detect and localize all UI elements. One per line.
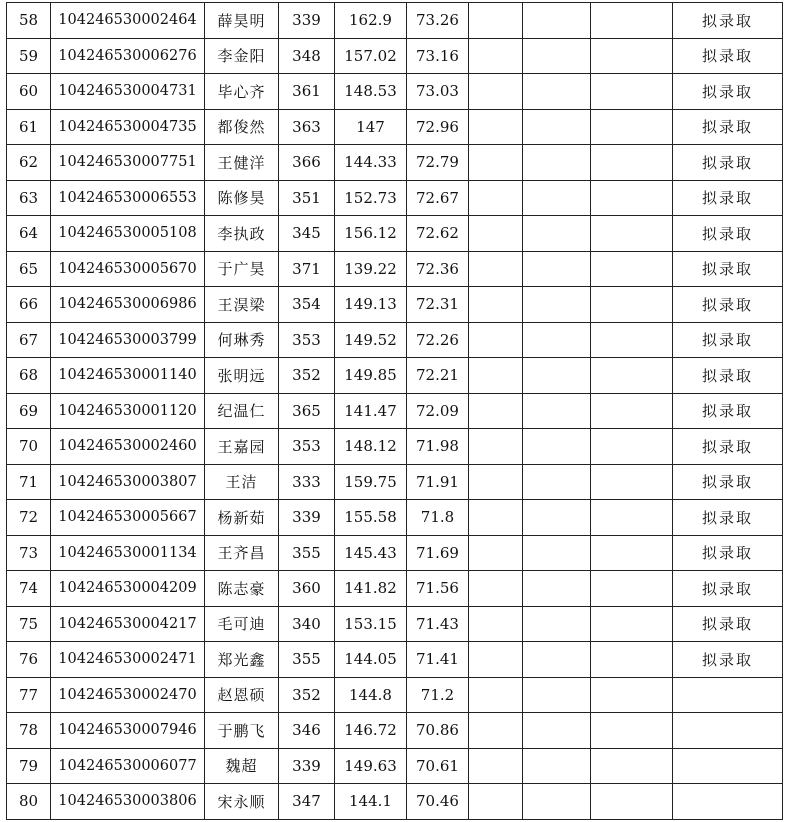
- empty-cell: [469, 642, 523, 678]
- row-number: 74: [7, 571, 51, 607]
- empty-cell: [469, 287, 523, 323]
- empty-cell: [591, 748, 673, 784]
- empty-cell: [591, 216, 673, 252]
- table-row: [7, 109, 783, 145]
- total-score: 72.26: [407, 322, 469, 358]
- empty-cell: [591, 606, 673, 642]
- exam-id: 104246530001140: [51, 358, 205, 394]
- admission-results-table: [6, 2, 783, 820]
- empty-cell: [523, 535, 591, 571]
- admission-status: 拟录取: [673, 3, 783, 39]
- initial-score: 339: [279, 748, 335, 784]
- initial-score: 345: [279, 216, 335, 252]
- retest-score: 149.13: [335, 287, 407, 323]
- empty-cell: [523, 642, 591, 678]
- exam-id: 104246530004735: [51, 109, 205, 145]
- total-score: 73.03: [407, 74, 469, 110]
- exam-id: 104246530002470: [51, 677, 205, 713]
- empty-cell: [591, 3, 673, 39]
- total-score: 71.98: [407, 429, 469, 465]
- empty-cell: [591, 464, 673, 500]
- retest-score: 162.9: [335, 3, 407, 39]
- table-row: [7, 571, 783, 607]
- admission-status: 拟录取: [673, 500, 783, 536]
- empty-cell: [591, 74, 673, 110]
- candidate-name: 宋永顺: [205, 784, 279, 820]
- admission-status: 拟录取: [673, 464, 783, 500]
- initial-score: 340: [279, 606, 335, 642]
- admission-status: 拟录取: [673, 38, 783, 74]
- admission-status: 拟录取: [673, 606, 783, 642]
- empty-cell: [469, 393, 523, 429]
- candidate-name: 薛昊明: [205, 3, 279, 39]
- table-row: [7, 251, 783, 287]
- candidate-name: 张明远: [205, 358, 279, 394]
- admission-status: [673, 677, 783, 713]
- initial-score: 352: [279, 358, 335, 394]
- table-body: [7, 3, 783, 820]
- exam-id: 104246530004731: [51, 74, 205, 110]
- table-row: [7, 784, 783, 820]
- candidate-name: 郑光鑫: [205, 642, 279, 678]
- retest-score: 152.73: [335, 180, 407, 216]
- retest-score: 147: [335, 109, 407, 145]
- exam-id: 104246530005667: [51, 500, 205, 536]
- retest-score: 153.15: [335, 606, 407, 642]
- row-number: 62: [7, 145, 51, 181]
- table-row: [7, 322, 783, 358]
- empty-cell: [591, 393, 673, 429]
- empty-cell: [523, 571, 591, 607]
- retest-score: 149.63: [335, 748, 407, 784]
- initial-score: 348: [279, 38, 335, 74]
- row-number: 60: [7, 74, 51, 110]
- total-score: 70.46: [407, 784, 469, 820]
- empty-cell: [523, 464, 591, 500]
- table-row: [7, 429, 783, 465]
- row-number: 75: [7, 606, 51, 642]
- empty-cell: [469, 358, 523, 394]
- empty-cell: [523, 393, 591, 429]
- total-score: 71.91: [407, 464, 469, 500]
- empty-cell: [591, 251, 673, 287]
- retest-score: 159.75: [335, 464, 407, 500]
- exam-id: 104246530002471: [51, 642, 205, 678]
- empty-cell: [469, 464, 523, 500]
- total-score: 72.09: [407, 393, 469, 429]
- empty-cell: [523, 784, 591, 820]
- initial-score: 355: [279, 642, 335, 678]
- admission-status: 拟录取: [673, 322, 783, 358]
- initial-score: 339: [279, 500, 335, 536]
- exam-id: 104246530006276: [51, 38, 205, 74]
- empty-cell: [591, 500, 673, 536]
- empty-cell: [523, 145, 591, 181]
- row-number: 63: [7, 180, 51, 216]
- total-score: 72.62: [407, 216, 469, 252]
- admission-status: [673, 713, 783, 749]
- total-score: 72.31: [407, 287, 469, 323]
- table-row: [7, 287, 783, 323]
- exam-id: 104246530003807: [51, 464, 205, 500]
- empty-cell: [591, 287, 673, 323]
- empty-cell: [591, 677, 673, 713]
- admission-status: 拟录取: [673, 642, 783, 678]
- candidate-name: 杨新茹: [205, 500, 279, 536]
- row-number: 69: [7, 393, 51, 429]
- table-row: [7, 535, 783, 571]
- table-row: [7, 677, 783, 713]
- row-number: 66: [7, 287, 51, 323]
- admission-status: 拟录取: [673, 145, 783, 181]
- row-number: 65: [7, 251, 51, 287]
- initial-score: 361: [279, 74, 335, 110]
- empty-cell: [469, 784, 523, 820]
- candidate-name: 王洁: [205, 464, 279, 500]
- row-number: 70: [7, 429, 51, 465]
- empty-cell: [591, 642, 673, 678]
- empty-cell: [591, 358, 673, 394]
- admission-status: 拟录取: [673, 109, 783, 145]
- empty-cell: [469, 535, 523, 571]
- row-number: 73: [7, 535, 51, 571]
- initial-score: 347: [279, 784, 335, 820]
- initial-score: 353: [279, 429, 335, 465]
- total-score: 72.79: [407, 145, 469, 181]
- empty-cell: [591, 535, 673, 571]
- empty-cell: [591, 713, 673, 749]
- initial-score: 333: [279, 464, 335, 500]
- retest-score: 145.43: [335, 535, 407, 571]
- retest-score: 144.33: [335, 145, 407, 181]
- empty-cell: [591, 571, 673, 607]
- empty-cell: [469, 38, 523, 74]
- initial-score: 371: [279, 251, 335, 287]
- candidate-name: 于广昊: [205, 251, 279, 287]
- empty-cell: [523, 3, 591, 39]
- empty-cell: [469, 109, 523, 145]
- empty-cell: [523, 748, 591, 784]
- row-number: 80: [7, 784, 51, 820]
- initial-score: 346: [279, 713, 335, 749]
- retest-score: 144.05: [335, 642, 407, 678]
- row-number: 72: [7, 500, 51, 536]
- empty-cell: [591, 145, 673, 181]
- row-number: 61: [7, 109, 51, 145]
- empty-cell: [469, 500, 523, 536]
- empty-cell: [469, 429, 523, 465]
- empty-cell: [523, 109, 591, 145]
- table-row: [7, 642, 783, 678]
- table-row: [7, 393, 783, 429]
- row-number: 64: [7, 216, 51, 252]
- exam-id: 104246530001134: [51, 535, 205, 571]
- initial-score: 352: [279, 677, 335, 713]
- empty-cell: [469, 3, 523, 39]
- retest-score: 141.82: [335, 571, 407, 607]
- total-score: 71.8: [407, 500, 469, 536]
- empty-cell: [523, 358, 591, 394]
- row-number: 67: [7, 322, 51, 358]
- retest-score: 149.52: [335, 322, 407, 358]
- empty-cell: [523, 251, 591, 287]
- total-score: 73.26: [407, 3, 469, 39]
- exam-id: 104246530006077: [51, 748, 205, 784]
- admission-status: [673, 748, 783, 784]
- exam-id: 104246530003799: [51, 322, 205, 358]
- candidate-name: 赵恩硕: [205, 677, 279, 713]
- retest-score: 148.53: [335, 74, 407, 110]
- table-row: [7, 500, 783, 536]
- table-row: [7, 713, 783, 749]
- retest-score: 149.85: [335, 358, 407, 394]
- exam-id: 104246530003806: [51, 784, 205, 820]
- empty-cell: [469, 251, 523, 287]
- exam-id: 104246530006986: [51, 287, 205, 323]
- table-row: [7, 74, 783, 110]
- table-row: [7, 180, 783, 216]
- empty-cell: [523, 677, 591, 713]
- initial-score: 355: [279, 535, 335, 571]
- table-row: [7, 748, 783, 784]
- initial-score: 365: [279, 393, 335, 429]
- total-score: 72.96: [407, 109, 469, 145]
- empty-cell: [523, 74, 591, 110]
- empty-cell: [523, 38, 591, 74]
- row-number: 71: [7, 464, 51, 500]
- admission-status: 拟录取: [673, 535, 783, 571]
- initial-score: 363: [279, 109, 335, 145]
- row-number: 58: [7, 3, 51, 39]
- candidate-name: 李执政: [205, 216, 279, 252]
- retest-score: 148.12: [335, 429, 407, 465]
- empty-cell: [591, 429, 673, 465]
- candidate-name: 王嘉园: [205, 429, 279, 465]
- admission-status: 拟录取: [673, 216, 783, 252]
- candidate-name: 魏超: [205, 748, 279, 784]
- empty-cell: [523, 713, 591, 749]
- admission-status: 拟录取: [673, 393, 783, 429]
- exam-id: 104246530005108: [51, 216, 205, 252]
- table-row: [7, 358, 783, 394]
- row-number: 59: [7, 38, 51, 74]
- retest-score: 144.8: [335, 677, 407, 713]
- retest-score: 144.1: [335, 784, 407, 820]
- candidate-name: 何琳秀: [205, 322, 279, 358]
- exam-id: 104246530007946: [51, 713, 205, 749]
- empty-cell: [469, 677, 523, 713]
- exam-id: 104246530002464: [51, 3, 205, 39]
- empty-cell: [469, 748, 523, 784]
- empty-cell: [469, 74, 523, 110]
- exam-id: 104246530001120: [51, 393, 205, 429]
- table-row: [7, 38, 783, 74]
- admission-status: 拟录取: [673, 429, 783, 465]
- empty-cell: [523, 287, 591, 323]
- candidate-name: 陈志豪: [205, 571, 279, 607]
- admission-status: 拟录取: [673, 571, 783, 607]
- admission-status: 拟录取: [673, 74, 783, 110]
- empty-cell: [591, 109, 673, 145]
- total-score: 70.61: [407, 748, 469, 784]
- row-number: 76: [7, 642, 51, 678]
- table-row: [7, 3, 783, 39]
- row-number: 68: [7, 358, 51, 394]
- admission-status: 拟录取: [673, 180, 783, 216]
- empty-cell: [469, 216, 523, 252]
- exam-id: 104246530004217: [51, 606, 205, 642]
- empty-cell: [469, 606, 523, 642]
- admission-status: 拟录取: [673, 251, 783, 287]
- total-score: 71.56: [407, 571, 469, 607]
- empty-cell: [523, 429, 591, 465]
- total-score: 72.21: [407, 358, 469, 394]
- empty-cell: [523, 216, 591, 252]
- exam-id: 104246530002460: [51, 429, 205, 465]
- candidate-name: 都俊然: [205, 109, 279, 145]
- retest-score: 146.72: [335, 713, 407, 749]
- retest-score: 156.12: [335, 216, 407, 252]
- exam-id: 104246530007751: [51, 145, 205, 181]
- empty-cell: [469, 322, 523, 358]
- total-score: 72.36: [407, 251, 469, 287]
- exam-id: 104246530004209: [51, 571, 205, 607]
- retest-score: 157.02: [335, 38, 407, 74]
- candidate-name: 于鹏飞: [205, 713, 279, 749]
- row-number: 79: [7, 748, 51, 784]
- initial-score: 353: [279, 322, 335, 358]
- candidate-name: 王齐昌: [205, 535, 279, 571]
- candidate-name: 毛可迪: [205, 606, 279, 642]
- admission-status: 拟录取: [673, 358, 783, 394]
- table-row: [7, 216, 783, 252]
- candidate-name: 王健洋: [205, 145, 279, 181]
- exam-id: 104246530006553: [51, 180, 205, 216]
- empty-cell: [469, 180, 523, 216]
- row-number: 78: [7, 713, 51, 749]
- total-score: 71.41: [407, 642, 469, 678]
- candidate-name: 毕心齐: [205, 74, 279, 110]
- exam-id: 104246530005670: [51, 251, 205, 287]
- admission-status: [673, 784, 783, 820]
- retest-score: 141.47: [335, 393, 407, 429]
- table-row: [7, 606, 783, 642]
- table-row: [7, 464, 783, 500]
- empty-cell: [469, 145, 523, 181]
- retest-score: 139.22: [335, 251, 407, 287]
- total-score: 71.2: [407, 677, 469, 713]
- table-row: [7, 145, 783, 181]
- empty-cell: [523, 606, 591, 642]
- total-score: 72.67: [407, 180, 469, 216]
- total-score: 73.16: [407, 38, 469, 74]
- initial-score: 366: [279, 145, 335, 181]
- empty-cell: [523, 322, 591, 358]
- initial-score: 354: [279, 287, 335, 323]
- total-score: 71.69: [407, 535, 469, 571]
- empty-cell: [523, 500, 591, 536]
- empty-cell: [523, 180, 591, 216]
- initial-score: 339: [279, 3, 335, 39]
- empty-cell: [591, 322, 673, 358]
- total-score: 70.86: [407, 713, 469, 749]
- candidate-name: 陈修昊: [205, 180, 279, 216]
- candidate-name: 纪温仁: [205, 393, 279, 429]
- empty-cell: [469, 571, 523, 607]
- initial-score: 360: [279, 571, 335, 607]
- initial-score: 351: [279, 180, 335, 216]
- empty-cell: [469, 713, 523, 749]
- empty-cell: [591, 38, 673, 74]
- empty-cell: [591, 784, 673, 820]
- candidate-name: 王淏梁: [205, 287, 279, 323]
- candidate-name: 李金阳: [205, 38, 279, 74]
- empty-cell: [591, 180, 673, 216]
- retest-score: 155.58: [335, 500, 407, 536]
- admission-status: 拟录取: [673, 287, 783, 323]
- total-score: 71.43: [407, 606, 469, 642]
- row-number: 77: [7, 677, 51, 713]
